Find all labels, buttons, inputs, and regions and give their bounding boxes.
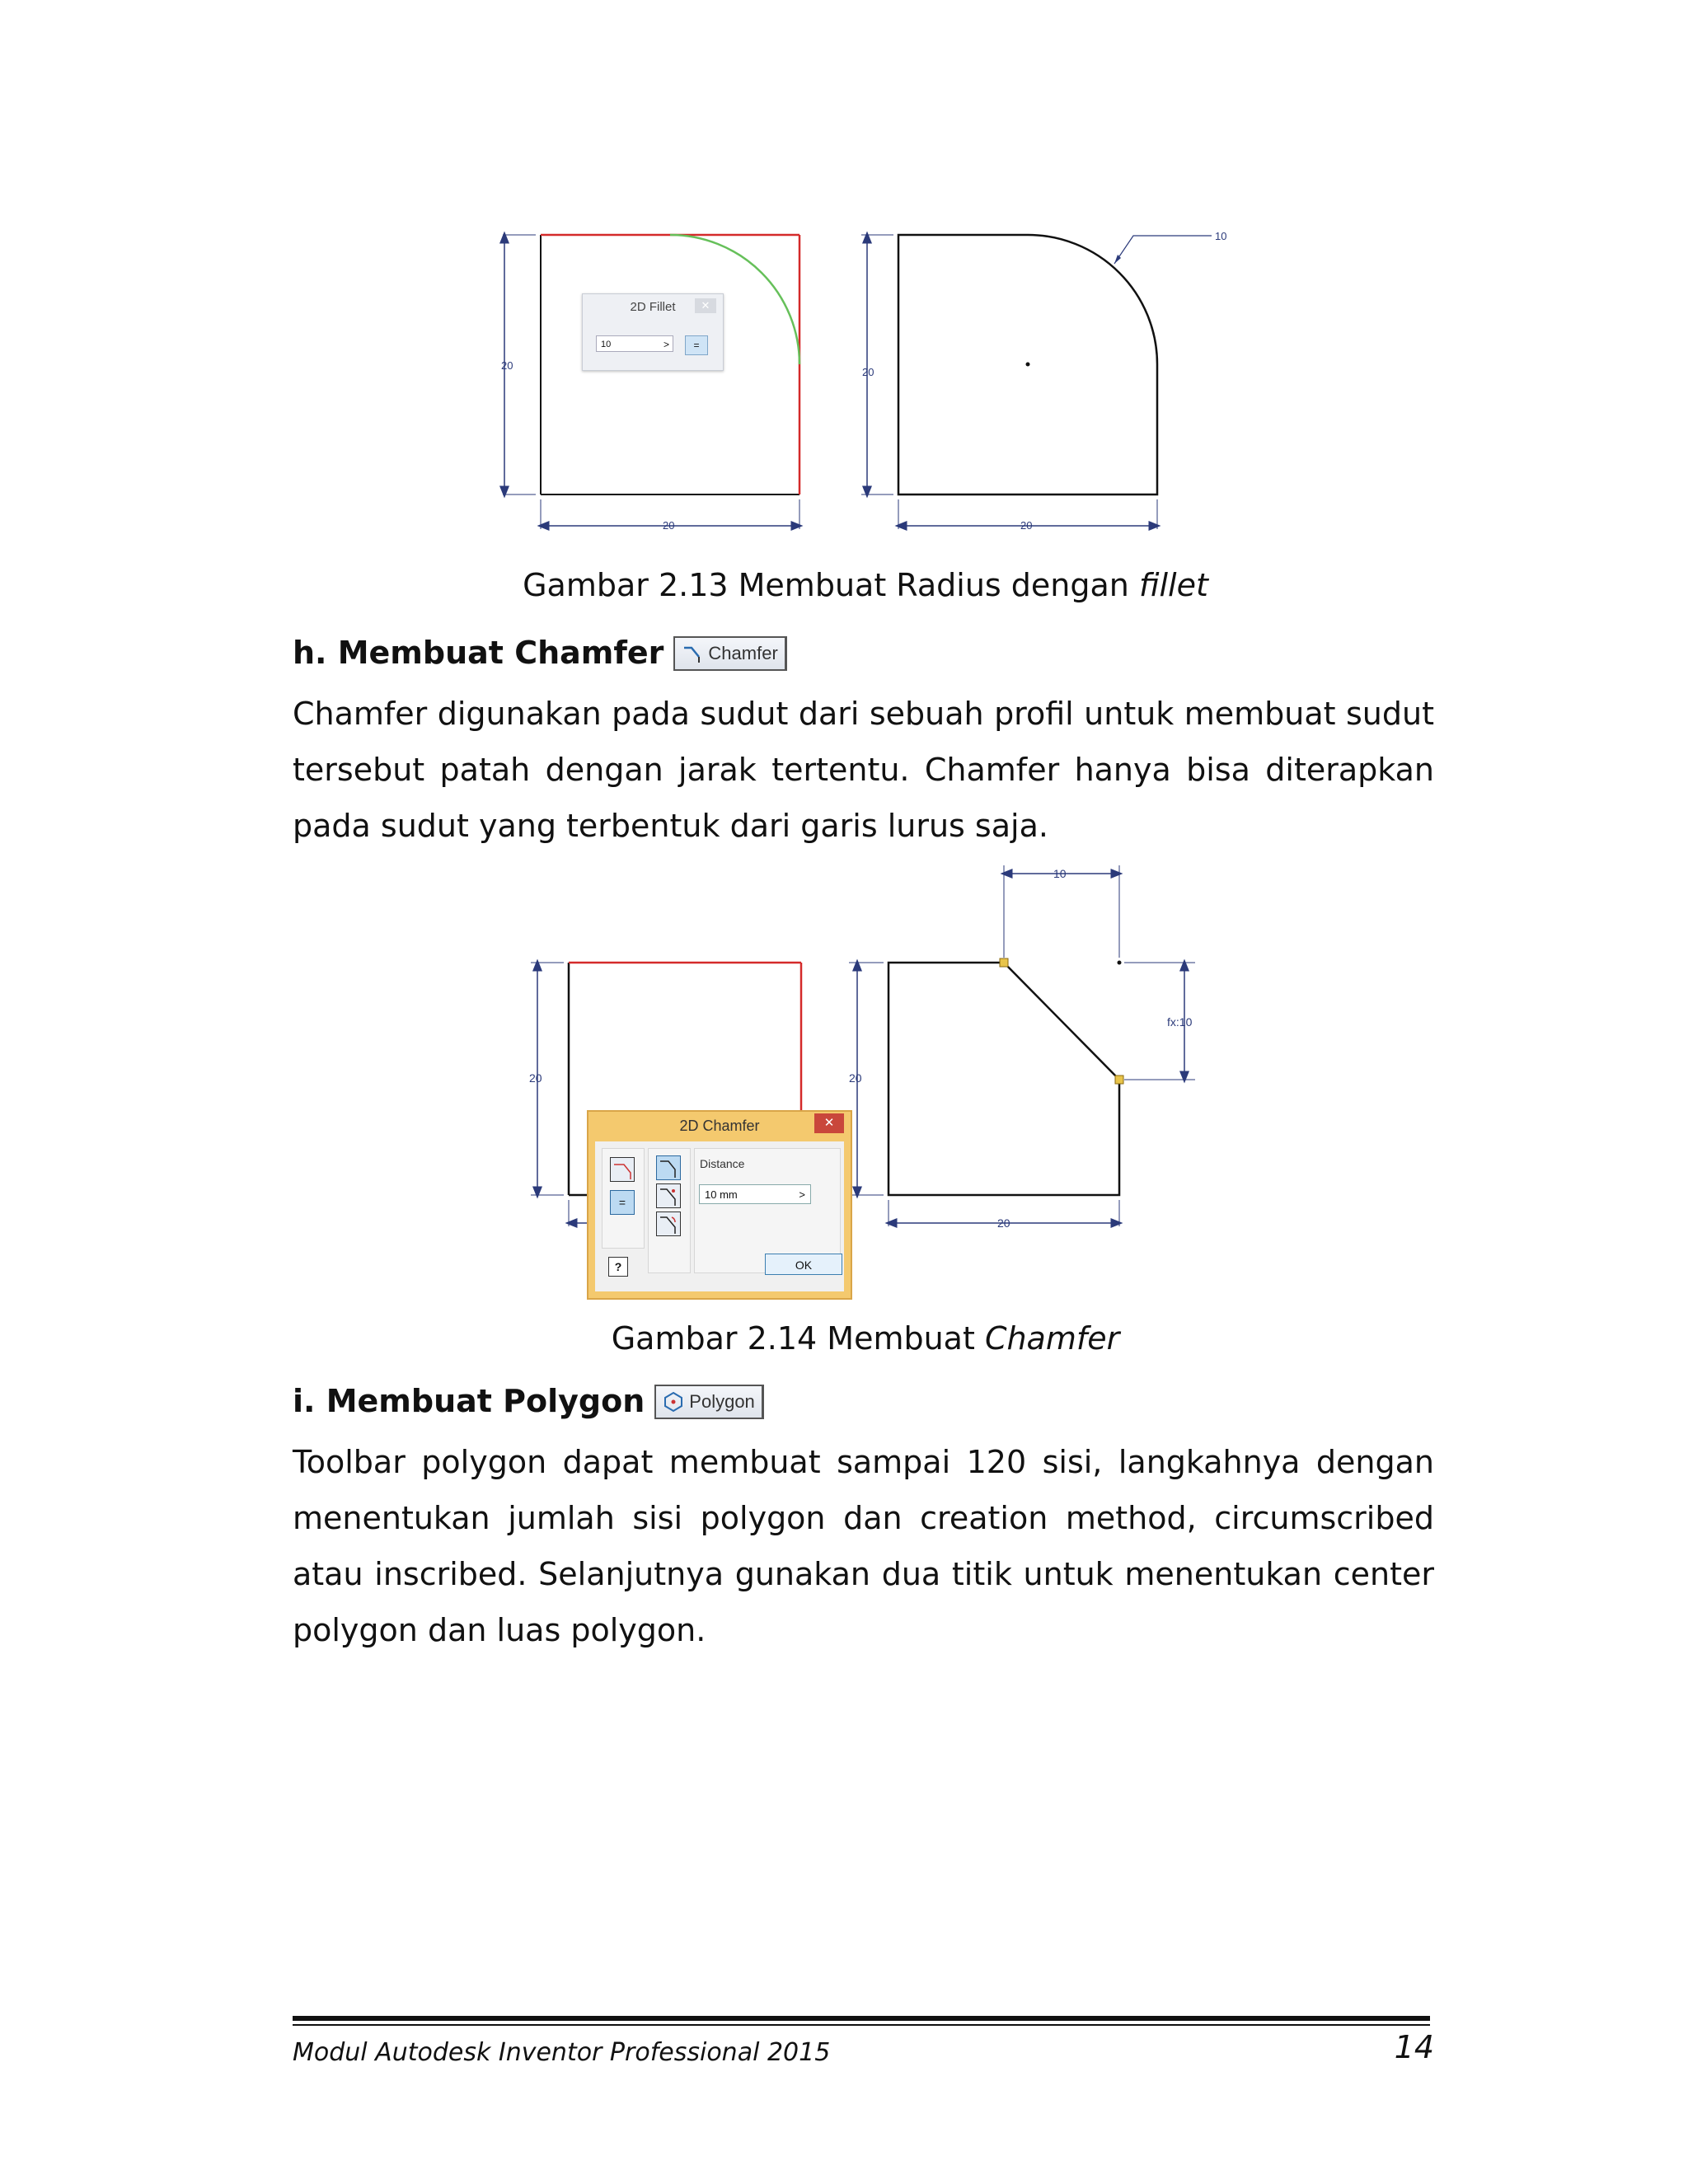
chamfer-edge-icon bbox=[611, 1158, 634, 1181]
chamfer-tool-button[interactable] bbox=[673, 636, 786, 671]
chamfer-equal-icon bbox=[657, 1156, 680, 1179]
chevron-right-icon[interactable]: > bbox=[799, 1188, 805, 1201]
polygon-icon bbox=[663, 1391, 684, 1413]
two-distance-type-button[interactable] bbox=[656, 1183, 681, 1208]
equal-distance-type-button[interactable] bbox=[656, 1155, 681, 1180]
figure-1-caption bbox=[0, 567, 1688, 603]
figure-2-caption-text: Gambar 2.14 Membuat bbox=[611, 1320, 985, 1357]
dim-right-width: 20 bbox=[1020, 519, 1033, 532]
polygon-tool-label: Polygon bbox=[689, 1391, 755, 1412]
select-edges-button[interactable] bbox=[610, 1157, 635, 1182]
close-icon[interactable]: ✕ bbox=[695, 298, 716, 313]
dim-side-fx: fx:10 bbox=[1167, 1015, 1193, 1029]
chamfer-dialog-title: 2D Chamfer bbox=[679, 1117, 760, 1134]
chamfer-dialog bbox=[587, 1110, 852, 1300]
figure-fillet-drawing bbox=[486, 223, 1245, 544]
chamfer-two-distance-icon bbox=[657, 1184, 680, 1207]
dim-left-height: 20 bbox=[501, 359, 513, 372]
close-icon[interactable]: ✕ bbox=[814, 1113, 844, 1133]
section-i-heading bbox=[293, 1383, 764, 1419]
footer-title: Modul Autodesk Inventor Professional 2015 bbox=[293, 2038, 831, 2067]
chamfer-icon bbox=[682, 643, 703, 664]
equal-constraint-button[interactable]: = bbox=[685, 335, 708, 355]
chamfer-type-group bbox=[648, 1148, 691, 1273]
fillet-right-sketch bbox=[861, 235, 1212, 529]
chevron-right-icon[interactable]: > bbox=[663, 339, 669, 350]
dim-right-width: 20 bbox=[997, 1216, 1010, 1230]
ok-button[interactable]: OK bbox=[765, 1254, 842, 1275]
figure-1-caption-text: Gambar 2.13 Membuat Radius dengan bbox=[523, 567, 1139, 603]
dim-left-width: 20 bbox=[663, 519, 675, 532]
page-number: 14 bbox=[1394, 2029, 1434, 2065]
fillet-dialog-titlebar bbox=[583, 294, 723, 319]
polygon-tool-button[interactable] bbox=[654, 1385, 764, 1419]
fillet-radius-value: 10 bbox=[601, 340, 612, 349]
figure-1-caption-italic: fillet bbox=[1138, 567, 1208, 603]
section-i-paragraph: Toolbar polygon dapat membuat sampai 120 sisi, langkahnya dengan menentukan jumlah sisi polygon dan creation method, circumscribed atau inscribed. Selanjutnya gunakan dua titik untuk menentukan center polygon dan luas polygon. bbox=[293, 1444, 1434, 1648]
section-i-title: i. Membuat Polygon bbox=[293, 1383, 645, 1419]
section-h-paragraph: Chamfer digunakan pada sudut dari sebuah profil untuk membuat sudut tersebut patah dengan jarak tertentu. Chamfer hanya bisa diterapkan pada sudut yang terbentuk dari garis lurus saja. bbox=[293, 696, 1434, 844]
dim-top: 10 bbox=[1053, 867, 1067, 880]
dim-radius: 10 bbox=[1215, 230, 1227, 242]
distance-input[interactable] bbox=[699, 1184, 811, 1204]
figure-2-caption bbox=[0, 1320, 1688, 1357]
fillet-left-sketch bbox=[503, 235, 799, 529]
fillet-dialog-title: 2D Fillet bbox=[630, 299, 676, 314]
dim-left-height: 20 bbox=[529, 1071, 542, 1085]
dim-right-height: 20 bbox=[862, 366, 874, 378]
chamfer-edges-group bbox=[602, 1148, 645, 1249]
distance-angle-type-button[interactable] bbox=[656, 1212, 681, 1236]
footer-rule-thin bbox=[293, 2024, 1430, 2026]
chamfer-angle-icon bbox=[657, 1212, 680, 1235]
help-icon[interactable]: ? bbox=[608, 1257, 628, 1277]
equal-distance-button[interactable]: = bbox=[610, 1190, 635, 1215]
footer-rule-thick bbox=[293, 2016, 1430, 2021]
fillet-dialog bbox=[582, 293, 724, 371]
section-h-heading bbox=[293, 635, 787, 671]
chamfer-dialog-body bbox=[595, 1141, 844, 1291]
section-h-title: h. Membuat Chamfer bbox=[293, 635, 664, 671]
chamfer-tool-label: Chamfer bbox=[708, 643, 778, 663]
fillet-radius-input[interactable] bbox=[596, 335, 673, 352]
distance-value: 10 mm bbox=[705, 1188, 738, 1201]
dim-right-height: 20 bbox=[849, 1071, 862, 1085]
distance-label: Distance bbox=[700, 1157, 745, 1170]
chamfer-right-sketch bbox=[849, 865, 1195, 1226]
chamfer-dialog-titlebar bbox=[588, 1112, 851, 1140]
figure-2-caption-italic: Chamfer bbox=[984, 1320, 1120, 1357]
